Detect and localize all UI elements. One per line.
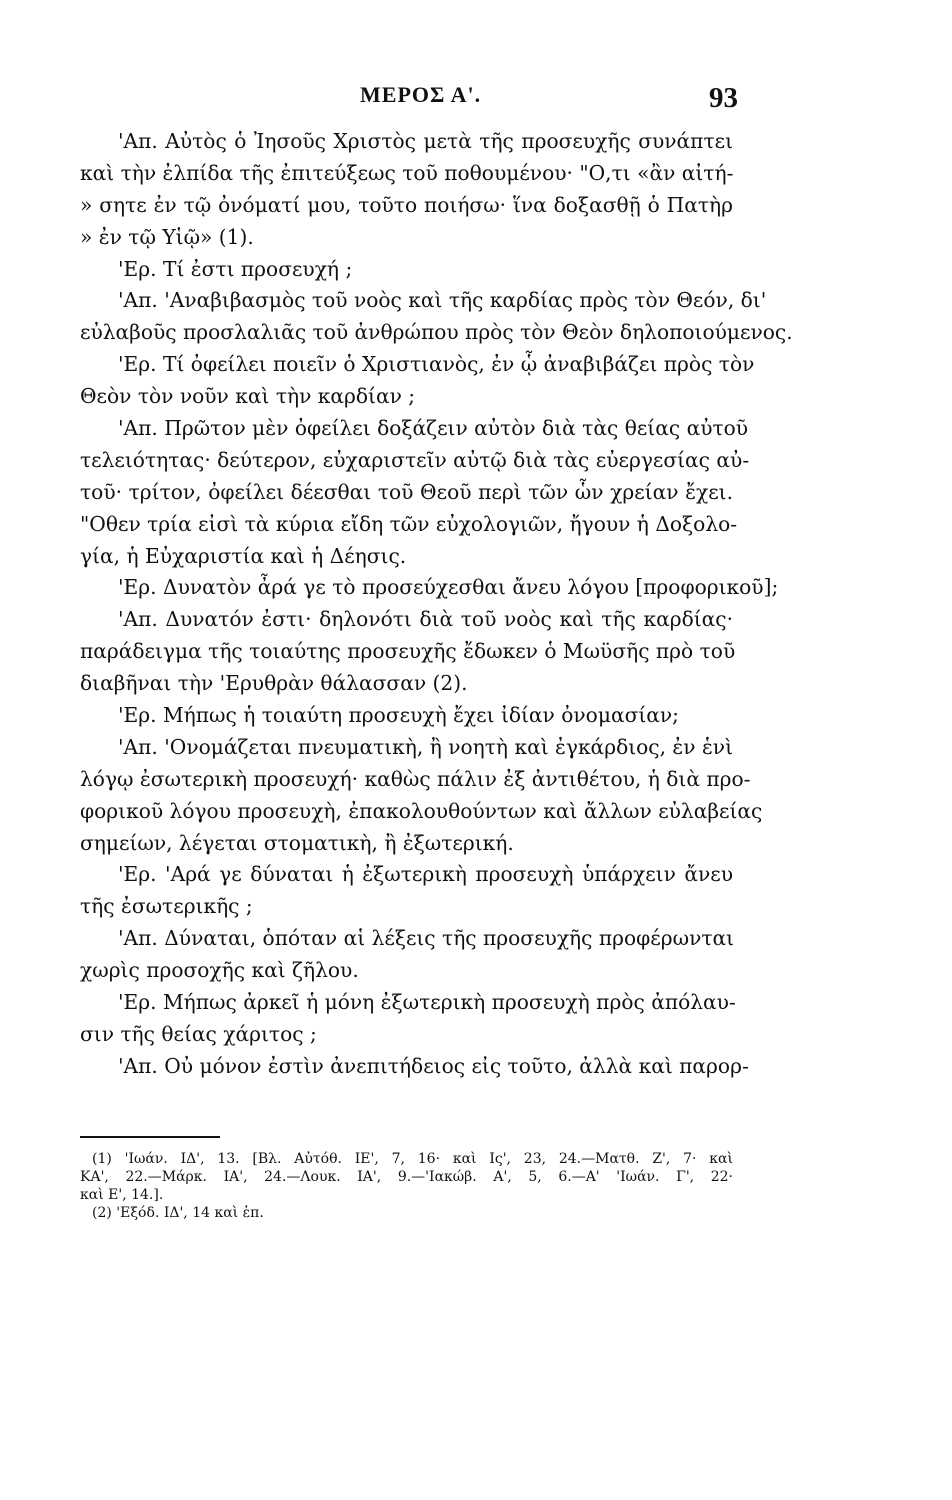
text-line: 'Απ. Οὐ μόνον ἐστὶν ἀνεπιτήδειος εἰς τοῦτο, ἀλλὰ καὶ παρορ- — [118, 1053, 749, 1078]
text-line: χωρὶς προσοχῆς καὶ ζῆλου. — [80, 958, 359, 983]
text-line: 'Ερ. Τί ὀφείλει ποιεῖν ὁ Χριστιανὸς, ἐν ᾧ ἀναβιβάζει πρὸς τὸν — [118, 352, 755, 377]
text-line: εὐλαβοῦς προσλαλιᾶς τοῦ ἀνθρώπου πρὸς τὸν Θεὸν δηλοποιούμενος. — [80, 320, 793, 345]
footnote-line: ΚΑ', 22.—Μάρκ. ΙΑ', 24.—Λουκ. ΙΑ', 9.—'Ιακώβ. Α', 5, 6.—Α' 'Ιωάν. Γ', 22· — [80, 1169, 733, 1185]
text-line: 'Ερ. Μήπως ἡ τοιαύτη προσευχὴ ἔχει ἰδίαν ὀνομασίαν; — [118, 703, 679, 728]
text-line: Θεὸν τὸν νοῦν καὶ τὴν καρδίαν ; — [80, 384, 416, 409]
text-line: τοῦ· τρίτον, ὀφείλει δέεσθαι τοῦ Θεοῦ περὶ τῶν ὧν χρείαν ἔχει. — [80, 479, 733, 504]
footnote-rule — [80, 1136, 220, 1138]
text-line: » σητε ἐν τῷ ὀνόματί μου, τοῦτο ποιήσω· ἵνα δοξασθῇ ὁ Πατὴρ — [80, 192, 733, 217]
main-text — [80, 126, 793, 1083]
text-line: 'Απ. Δύναται, ὁπόταν αἱ λέξεις τῆς προσευχῆς προφέρωνται — [118, 926, 735, 951]
text-line: "Οθεν τρία εἰσὶ τὰ κύρια εἴδη τῶν εὐχολογιῶν, ἤγουν ἡ Δοξολο- — [80, 511, 738, 536]
text-line: » ἐν τῷ Υἱῷ» (1). — [80, 224, 254, 249]
text-line: καὶ τὴν ἐλπίδα τῆς ἐπιτεύξεως τοῦ ποθουμένου· "Ο,τι «ἂν αἰτή- — [80, 160, 734, 185]
text-line: διαβῆναι τὴν 'Ερυθρὰν θάλασσαν (2). — [80, 671, 468, 696]
text-line: παράδειγμα τῆς τοιαύτης προσευχῆς ἔδωκεν ὁ Μωϋσῆς πρὸ τοῦ — [80, 639, 736, 664]
text-line: σιν τῆς θείας χάριτος ; — [80, 1021, 317, 1046]
footnote-line: (1) 'Ιωάν. ΙΔ', 13. [Βλ. Αὐτόθ. ΙΕ', 7, 16· καὶ Ις', 23, 24.—Ματθ. Ζ', 7· καὶ — [92, 1151, 733, 1167]
text-line: 'Απ. Πρῶτον μὲν ὀφείλει δοξάζειν αὐτὸν διὰ τὰς θείας αὐτοῦ — [118, 416, 749, 441]
text-line: τελειότητας· δεύτερον, εὐχαριστεῖν αὐτῷ διὰ τὰς εὐεργεσίας αὐ- — [80, 447, 750, 472]
footnote-line: καὶ Ε', 14.]. — [80, 1187, 164, 1203]
text-line: 'Ερ. Τί ἐστι προσευχή ; — [118, 256, 353, 281]
text-line: 'Απ. Αὐτὸς ὁ Ἰησοῦς Χριστὸς μετὰ τῆς προσευχῆς συνάπτει — [118, 129, 733, 153]
text-line: γία, ἡ Εὐχαριστία καὶ ἡ Δέησις. — [80, 543, 407, 568]
page-number: 93 — [709, 82, 738, 114]
text-line: σημείων, λέγεται στοματικὴ, ἢ ἐξωτερική. — [80, 830, 514, 855]
text-line: φορικοῦ λόγου προσευχὴ, ἐπακολουθούντων καὶ ἄλλων εὐλαβείας — [80, 798, 763, 823]
text-line: 'Απ. 'Ονομάζεται πνευματικὴ, ἢ νοητὴ καὶ ἐγκάρδιος, ἐν ἑνὶ — [118, 734, 733, 759]
text-line: 'Ερ. Δυνατὸν ἆρά γε τὸ προσεύχεσθαι ἄνευ λόγου [προφορικοῦ]; — [118, 575, 779, 600]
text-line: 'Απ. 'Αναβιβασμὸς τοῦ νοὸς καὶ τῆς καρδίας πρὸς τὸν Θεόν, δι' — [118, 288, 767, 313]
text-line: 'Ερ. 'Αρά γε δύναται ἡ ἐξωτερικὴ προσευχὴ ὑπάρχειν ἄνευ — [118, 862, 733, 887]
page-header — [0, 82, 952, 116]
text-line: 'Απ. Δυνατόν ἐστι· δηλονότι διὰ τοῦ νοὸς καὶ τῆς καρδίας· — [118, 607, 733, 632]
text-line: λόγῳ ἐσωτερικὴ προσευχή· καθὼς πάλιν ἐξ ἀντιθέτου, ἡ διὰ προ- — [80, 766, 751, 791]
footnote-line: (2) 'Εξόδ. ΙΔ', 14 καὶ ἑπ. — [92, 1205, 264, 1221]
text-line: 'Ερ. Μήπως ἀρκεῖ ἡ μόνη ἐξωτερικὴ προσευχὴ πρὸς ἀπόλαυ- — [118, 990, 736, 1015]
footnotes — [80, 1150, 733, 1222]
text-line: τῆς ἐσωτερικῆς ; — [80, 894, 253, 919]
running-head: ΜΕΡΟΣ Α'. — [360, 82, 482, 107]
